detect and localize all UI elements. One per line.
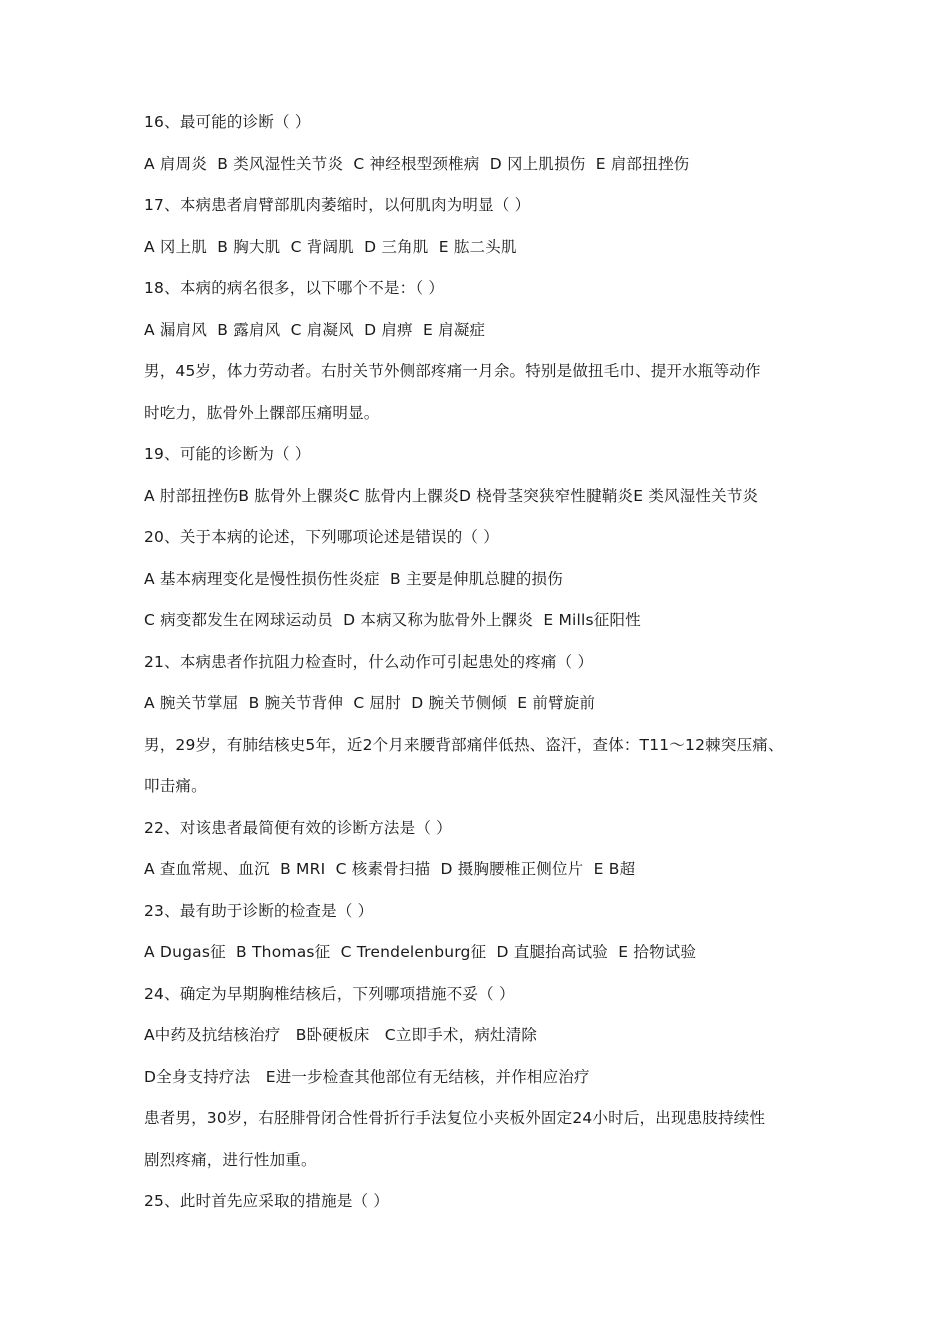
- question-16-stem: 16、最可能的诊断（ ）: [144, 113, 311, 131]
- question-17-stem: 17、本病患者肩臂部肌肉萎缩时，以何肌肉为明显（ ）: [144, 196, 531, 214]
- case-1-text: 男，45岁，体力劳动者。右肘关节外侧部疼痛一月余。特别是做扭毛巾、提开水瓶等动作: [144, 362, 761, 380]
- question-25-stem: 25、此时首先应采取的措施是（ ）: [144, 1192, 390, 1210]
- question-24-options-de: D全身支持疗法 E进一步检查其他部位有无结核，并作相应治疗: [144, 1067, 590, 1086]
- question-21-options: A 腕关节掌屈 B 腕关节背伸 C 屈肘 D 腕关节侧倾 E 前臂旋前: [144, 694, 596, 712]
- question-17-options: A 冈上肌 B 胸大肌 C 背阔肌 D 三角肌 E 肱二头肌: [144, 237, 517, 256]
- question-20-stem: 20、关于本病的论述，下列哪项论述是错误的（ ）: [144, 528, 499, 546]
- case-3-text-cont: 剧烈疼痛，进行性加重。: [144, 1150, 317, 1169]
- question-24-stem: 24、确定为早期胸椎结核后，下列哪项措施不妥（ ）: [144, 984, 515, 1003]
- question-21-stem: 21、本病患者作抗阻力检查时，什么动作可引起患处的疼痛（ ）: [144, 652, 594, 671]
- question-22-stem: 22、对该患者最简便有效的诊断方法是（ ）: [144, 818, 452, 837]
- question-19-options: A 肘部扭挫伤B 肱骨外上髁炎C 肱骨内上髁炎D 桡骨茎突狭窄性腱鞘炎E 类风湿性关节炎: [144, 486, 759, 505]
- question-20-options-ab: A 基本病理变化是慢性损伤性炎症 B 主要是伸肌总腱的损伤: [144, 569, 563, 588]
- question-16-options: A 肩周炎 B 类风湿性关节炎 C 神经根型颈椎病 D 冈上肌损伤 E 肩部扭挫伤: [144, 154, 690, 173]
- question-20-options-cde: C 病变都发生在网球运动员 D 本病又称为肱骨外上髁炎 E Mills征阳性: [144, 611, 641, 629]
- question-23-stem: 23、最有助于诊断的检查是（ ）: [144, 901, 374, 920]
- question-18-options: A 漏肩风 B 露肩风 C 肩凝风 D 肩痹 E 肩凝症: [144, 320, 486, 339]
- question-23-options: A Dugas征 B Thomas征 C Trendelenburg征 D 直腿抬高试验 E 拾物试验: [144, 943, 697, 961]
- case-3-text: 患者男，30岁，右胫腓骨闭合性骨折行手法复位小夹板外固定24小时后，出现患肢持续性: [144, 1109, 766, 1127]
- question-18-stem: 18、本病的病名很多，以下哪个不是：（ ）: [144, 279, 445, 297]
- question-22-options: A 查血常规、血沉 B MRI C 核素骨扫描 D 摄胸腰椎正侧位片 E B超: [144, 860, 636, 878]
- case-1-text-cont: 时吃力，肱骨外上髁部压痛明显。: [144, 403, 380, 422]
- question-24-options-abc: A中药及抗结核治疗 B卧硬板床 C立即手术，病灶清除: [144, 1026, 538, 1044]
- document-text-body: [144, 108, 824, 1229]
- case-2-text: 男，29岁，有肺结核史5年，近2个月来腰背部痛伴低热、盗汗，查体：T11～12棘突压痛、: [144, 735, 784, 754]
- question-19-stem: 19、可能的诊断为（ ）: [144, 445, 311, 463]
- case-2-text-cont: 叩击痛。: [144, 777, 207, 795]
